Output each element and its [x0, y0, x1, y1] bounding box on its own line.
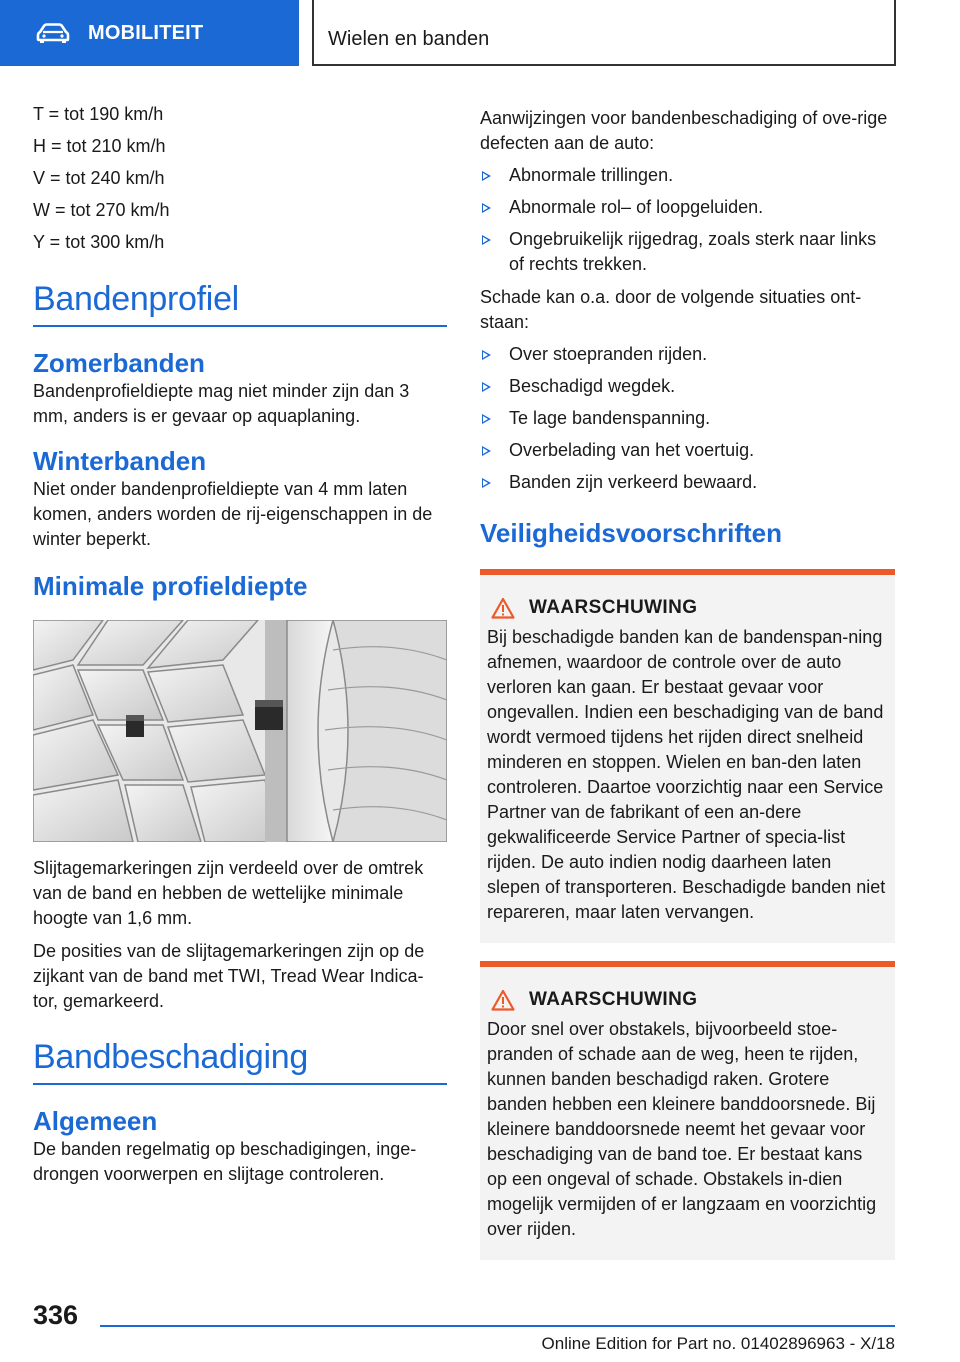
- warning-box: [480, 961, 895, 1260]
- caption-twi: De posities van de slijtagemarkeringen zijn op de zijkant van de band met TWI, Tread Wear Indica-tor, gemarkeerd.: [33, 941, 425, 1011]
- right-column: [480, 106, 895, 1260]
- warning-triangle-icon: [491, 989, 515, 1011]
- left-column: [33, 98, 447, 1187]
- tread-wear-illustration: [33, 620, 447, 842]
- footer-divider: [100, 1325, 895, 1327]
- speed-line: W = tot 270 km/h: [33, 200, 170, 220]
- list-item: Abnormale trillingen.: [480, 163, 895, 188]
- warning-box: [480, 569, 895, 943]
- speed-line: T = tot 190 km/h: [33, 104, 164, 124]
- bullet-triangle-icon: [482, 382, 491, 392]
- list-item: Abnormale rol– of loopgeluiden.: [480, 195, 895, 220]
- warning-label: WAARSCHUWING: [529, 989, 698, 1010]
- chapter-title: Wielen en banden: [312, 0, 896, 66]
- list-item: Over stoepranden rijden.: [480, 342, 895, 367]
- list-item: Beschadigd wegdek.: [480, 374, 895, 399]
- edition-note: Online Edition for Part no. 01402896963 - X/18: [541, 1334, 895, 1353]
- damage-indicators-list: [480, 163, 895, 277]
- list-item: Ongebruikelijk rijgedrag, zoals sterk naar links of rechts trekken.: [480, 227, 895, 277]
- list-item: Overbelading van het voertuig.: [480, 438, 895, 463]
- section-label: MOBILITEIT: [88, 21, 204, 44]
- zomerbanden-text: Bandenprofieldiepte mag niet minder zijn dan 3 mm, anders is er gevaar op aquaplaning.: [33, 381, 410, 426]
- bullet-triangle-icon: [482, 171, 491, 181]
- speed-line: H = tot 210 km/h: [33, 136, 166, 156]
- winterbanden-text: Niet onder bandenprofieldiepte van 4 mm laten komen, anders worden de rij-eigenschappen in de winter beperkt.: [33, 479, 433, 549]
- speed-line: V = tot 240 km/h: [33, 168, 165, 188]
- bullet-triangle-icon: [482, 203, 491, 213]
- heading-bandbeschadiging: Bandbeschadiging: [33, 1038, 447, 1085]
- car-icon: [36, 23, 70, 43]
- damage-causes-list: [480, 342, 895, 495]
- heading-algemeen: Algemeen: [33, 1106, 158, 1136]
- heading-bandenprofiel: Bandenprofiel: [33, 280, 447, 327]
- bullet-triangle-icon: [482, 446, 491, 456]
- heading-minimale-profieldiepte: Minimale profieldiepte: [33, 571, 308, 601]
- tire-tread-image: [33, 620, 447, 842]
- warning-label: WAARSCHUWING: [529, 597, 698, 618]
- list-item: Te lage bandenspanning.: [480, 406, 895, 431]
- algemeen-text: De banden regelmatig op beschadigingen, inge-drongen voorwerpen en slijtage controleren.: [33, 1139, 417, 1184]
- damage-causes-intro: Schade kan o.a. door de volgende situaties ont-staan:: [480, 287, 862, 332]
- bullet-triangle-icon: [482, 350, 491, 360]
- bullet-triangle-icon: [482, 478, 491, 488]
- page-header: [0, 0, 960, 66]
- heading-zomerbanden: Zomerbanden: [33, 348, 205, 378]
- damage-indicators-intro: Aanwijzingen voor bandenbeschadiging of ove-rige defecten aan de auto:: [480, 108, 888, 153]
- page-number: 336: [33, 1300, 79, 1330]
- warning-triangle-icon: [491, 597, 515, 619]
- list-item: Banden zijn verkeerd bewaard.: [480, 470, 895, 495]
- bullet-triangle-icon: [482, 235, 491, 245]
- bullet-triangle-icon: [482, 414, 491, 424]
- warning-text: Door snel over obstakels, bijvoorbeeld stoe-pranden of schade aan de weg, heen te rijden, kunnen banden beschadigd raken. Grotere banden hebben een kleinere banddoorsnede. Bij kleinere banddoorsnede neemt het gevaar voor beschadiging van de band toe. Er bestaat kans op een ongeval of schade. Obstakels in-dien mogelijk vermijden of er langzaam en voorzichtig over rijden.: [487, 1019, 877, 1239]
- section-tab: [0, 0, 299, 66]
- warning-text: Bij beschadigde banden kan de bandenspan-ning afnemen, waardoor de controle over de auto verloren kan gaan. Er bestaat gevaar voor ongevallen. Indien een beschadiging van de band wordt vermoed tijdens het rijden direct snelheid minderen en stoppen. Wielen en ban-den laten controleren. Daartoe voorzichtig naar een Service Partner van de fabrikant of een an-dere gekwalificeerde Service Partner of specia-list rijden. De auto indien nodig daarheen laten slepen of transporteren. Beschadigde banden niet repareren, maar laten vervangen.: [487, 627, 886, 922]
- caption-wear-markers: Slijtagemarkeringen zijn verdeeld over de omtrek van de band en hebben de wettelijke minimale hoogte van 1,6 mm.: [33, 858, 424, 928]
- heading-winterbanden: Winterbanden: [33, 446, 207, 476]
- speed-line: Y = tot 300 km/h: [33, 232, 165, 252]
- speed-index-list: [33, 98, 447, 258]
- heading-veiligheidsvoorschriften: Veiligheidsvoorschriften: [480, 518, 782, 548]
